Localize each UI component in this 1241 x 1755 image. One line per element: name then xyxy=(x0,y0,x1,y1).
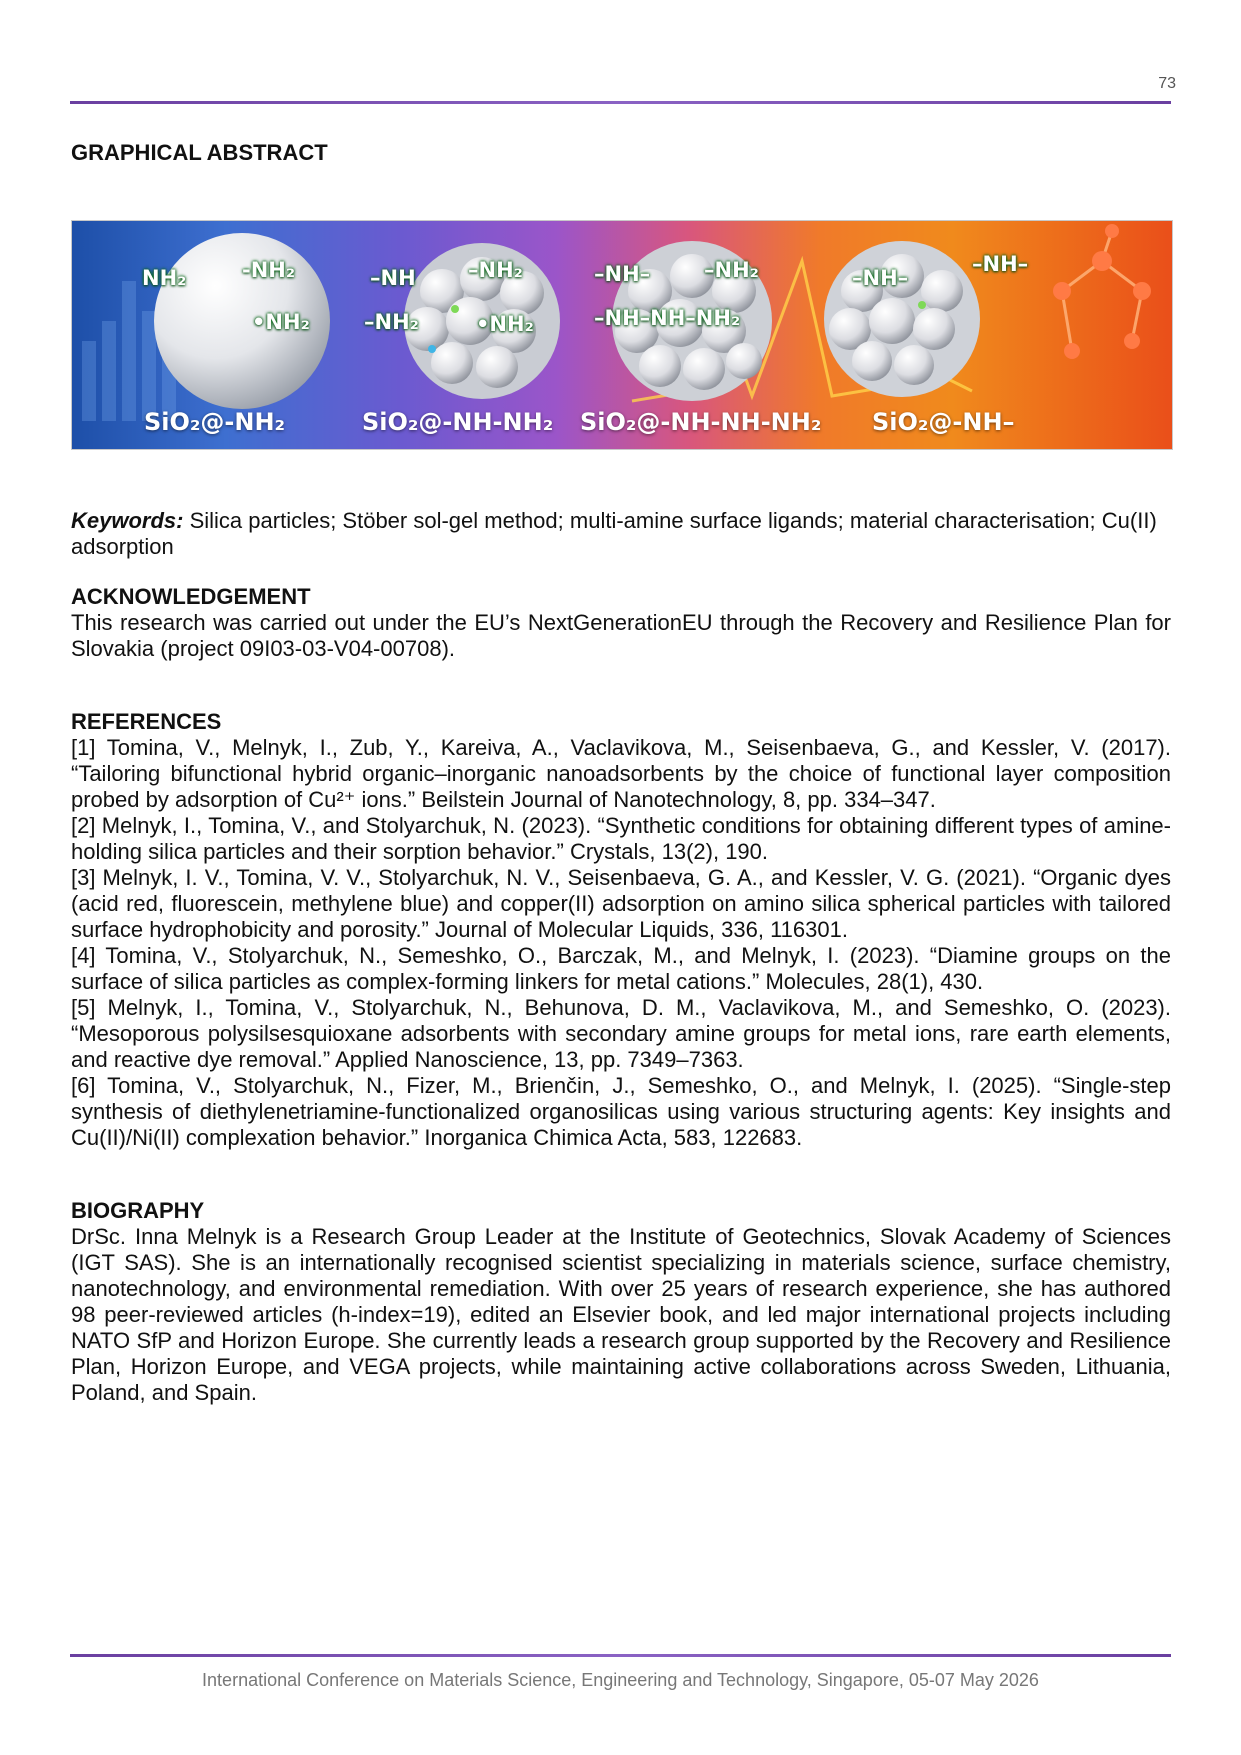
reference-item: [3] Melnyk, I. V., Tomina, V. V., Stolyarchuk, N. V., Seisenbaeva, G. A., and Kessler, V. G. (2021). “Organic dyes (acid red, fluorescein, methylene blue) and copper(II) adsorption on amino silica spherical particles with tailored surface hydrophobicity and porosity.” Journal of Molecular Liquids, 336, 116301. xyxy=(71,865,1171,942)
panel-label: SiO₂@-NH-NH-NH₂ xyxy=(580,408,822,436)
biography-section xyxy=(71,1198,1171,1406)
molecule-atoms xyxy=(1053,224,1151,359)
molecule-network xyxy=(1062,231,1142,351)
amine-group-label: NH₂ xyxy=(142,266,187,290)
amine-group-label: –NH₂ xyxy=(364,310,419,334)
amine-group-label: –NH₂ xyxy=(468,258,523,282)
header-divider xyxy=(70,101,1171,104)
footer-divider xyxy=(70,1654,1171,1657)
amine-group-label: –NH xyxy=(370,266,416,290)
acknowledgement-heading: ACKNOWLEDGEMENT xyxy=(71,584,311,609)
biography-text: DrSc. Inna Melnyk is a Research Group Leader at the Institute of Geotechnics, Slovak Academy of Sciences (IGT SAS). She is an internationally recognised scientist specializing in materials science, surface chemistry, nanotechnology, and environmental remediation. With over 25 years of research experience, she has authored 98 peer-reviewed articles (h-index=19), edited an Elsevier book, and led major international projects including NATO SfP and Horizon Europe. She currently leads a research group supported by the Recovery and Resilience Plan, Horizon Europe, and VEGA projects, while maintaining active collaborations across Sweden, Lithuania, Poland, and Spain. xyxy=(71,1224,1171,1405)
biography-heading: BIOGRAPHY xyxy=(71,1198,205,1223)
references-heading: REFERENCES xyxy=(71,709,222,734)
amine-group-label: –NH– xyxy=(594,262,651,286)
amine-group-label: –NH–NH–NH₂ xyxy=(594,306,741,330)
reference-item: [6] Tomina, V., Stolyarchuk, N., Fizer, M., Brienčin, J., Semeshko, O., and Melnyk, I. (2025). “Single-step synthesis of diethylenetriamine-functionalized organosilicas using various structuring agents: Key insights and Cu(II)/Ni(II) complexation behavior.” Inorganica Chimica Acta, 583, 122683. xyxy=(71,1073,1171,1150)
reference-item: [1] Tomina, V., Melnyk, I., Zub, Y., Kareiva, A., Vaclavikova, M., Seisenbaeva, G., and Kessler, V. (2017). “Tailoring bifunctional hybrid organic–inorganic nanoadsorbents by the choice of functional layer composition probed by adsorption of Cu²⁺ ions.” Beilstein Journal of Nanotechnology, 8, pp. 334–347. xyxy=(71,735,1171,812)
amine-group-label: •NH₂ xyxy=(252,310,310,334)
page-number: 73 xyxy=(1158,75,1176,92)
reference-item: [4] Tomina, V., Stolyarchuk, N., Semeshko, O., Barczak, M., and Melnyk, I. (2023). “Diamine groups on the surface of silica particles as complex-forming linkers for metal cations.” Molecules, 28(1), 430. xyxy=(71,943,1171,994)
keywords-label: Keywords: xyxy=(71,508,184,533)
panel-label: SiO₂@-NH-NH₂ xyxy=(362,408,554,436)
graphical-abstract-heading: GRAPHICAL ABSTRACT xyxy=(71,140,328,165)
acknowledgement-text: This research was carried out under the EU’s NextGenerationEU through the Recovery and Resilience Plan for Slovakia (project 09I03-03-V04-00708). xyxy=(71,610,1171,661)
amine-group-label: •NH₂ xyxy=(476,312,534,336)
panel-label: SiO₂@-NH₂ xyxy=(144,408,286,436)
reference-item: [5] Melnyk, I., Tomina, V., Stolyarchuk, N., Behunova, D. M., Vaclavikova, M., and Semeshko, O. (2023). “Mesoporous polysilsesquioxane adsorbents with secondary amine groups for metal ions, rare earth elements, and reactive dye removal.” Applied Nanoscience, 13, pp. 7349–7363. xyxy=(71,995,1171,1072)
acknowledgement-section xyxy=(71,584,1171,662)
graphical-abstract-figure xyxy=(71,220,1173,450)
keywords xyxy=(71,508,1171,560)
references-section xyxy=(71,709,1171,1151)
keywords-text: Silica particles; Stöber sol-gel method; multi-amine surface ligands; material characterisation; Cu(II) adsorption xyxy=(71,508,1157,559)
amine-group-label: –NH– xyxy=(972,252,1029,276)
panel-label: SiO₂@-NH– xyxy=(872,408,1015,436)
page-content xyxy=(71,140,1171,1406)
footer-text: International Conference on Materials Science, Engineering and Technology, Singapore, 05-07 May 2026 xyxy=(202,1670,1039,1690)
amine-group-label: –NH– xyxy=(852,266,909,290)
reference-item: [2] Melnyk, I., Tomina, V., and Stolyarchuk, N. (2023). “Synthetic conditions for obtaining different types of amine-holding silica particles and their sorption behavior.” Crystals, 13(2), 190. xyxy=(71,813,1171,864)
amine-group-label: -NH₂ xyxy=(242,258,296,282)
amine-group-label: –NH₂ xyxy=(704,258,759,282)
